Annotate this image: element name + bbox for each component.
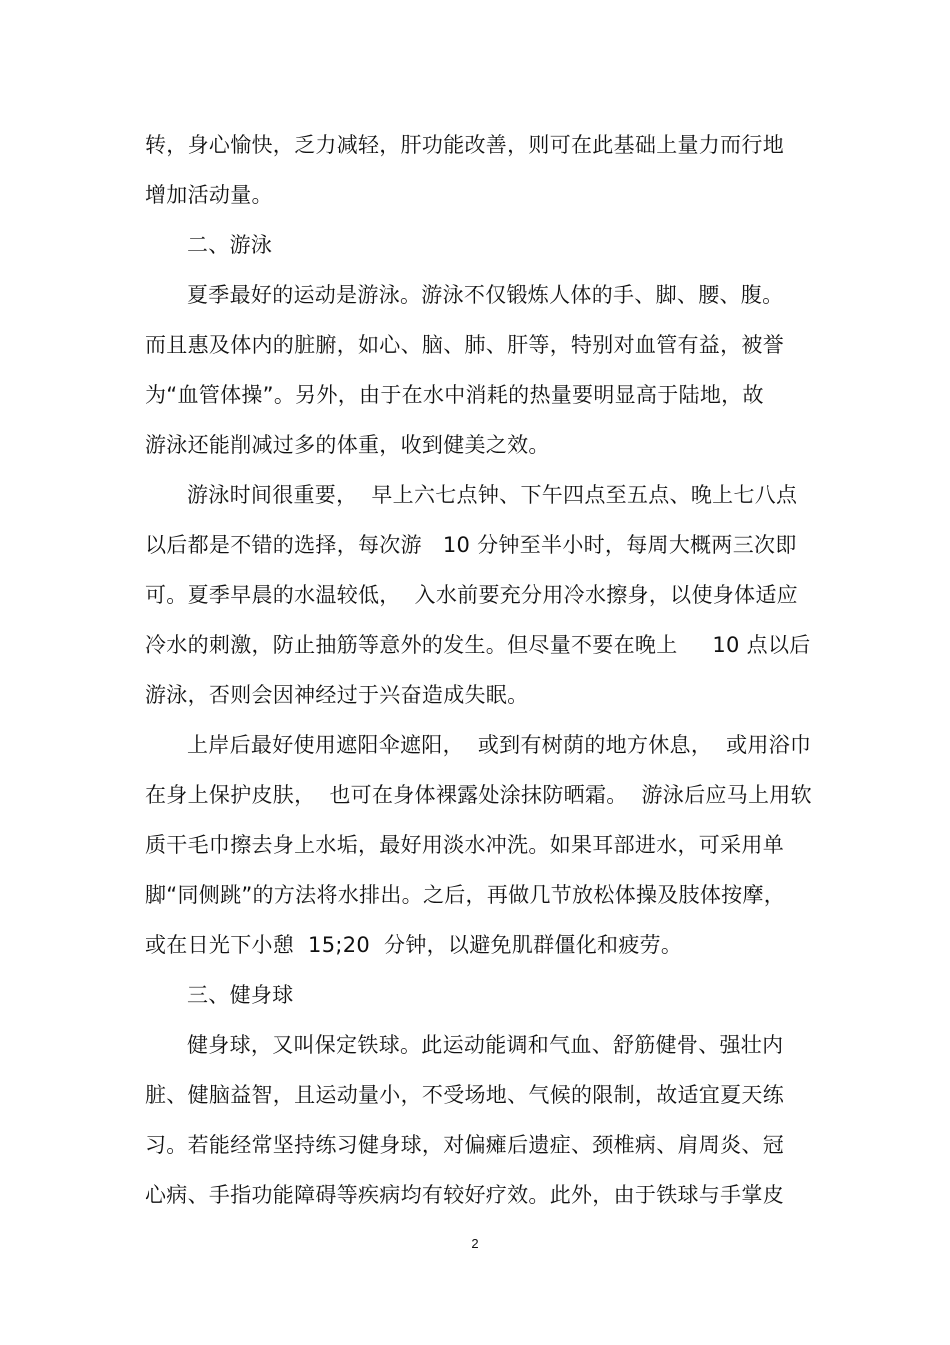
text-line: 脏、健脑益智，且运动量小，不受场地、气候的限制，故适宜夏天练 [145, 1083, 784, 1107]
text-line: 为“血管体操”。另外，由于在水中消耗的热量要明显高于陆地，故 [145, 383, 764, 407]
text-line: 质干毛巾擦去身上水垢，最好用淡水冲洗。如果耳部进水，可采用单 [145, 833, 784, 857]
text-line: 心病、手指功能障碍等疾病均有较好疗效。此外，由于铁球与手掌皮 [145, 1183, 784, 1207]
text-line: 游泳时间很重要， 早上六七点钟、下午四点至五点、晚上七八点 [187, 483, 798, 507]
text-line: 增加活动量。 [145, 183, 273, 207]
text-line: 习。若能经常坚持练习健身球，对偏瘫后遗症、颈椎病、肩周炎、冠 [145, 1133, 784, 1157]
text-line: 冷水的刺激，防止抽筋等意外的发生。但尽量不要在晚上 10 点以后 [145, 633, 811, 657]
page-number: 2 [471, 1236, 479, 1251]
text-line: 游泳，否则会因神经过于兴奋造成失眠。 [145, 683, 529, 707]
text-line: 在身上保护皮肤， 也可在身体裸露处涂抹防晒霜。 游泳后应马上用软 [145, 783, 812, 807]
text-line: 夏季最好的运动是游泳。游泳不仅锻炼人体的手、脚、腰、腹。 [187, 283, 784, 307]
text-line: 游泳还能削减过多的体重，收到健美之效。 [145, 433, 550, 457]
text-line: 转，身心愉快，乏力减轻，肝功能改善，则可在此基础上量力而行地 [145, 133, 784, 157]
text-line: 脚“同侧跳”的方法将水排出。之后，再做几节放松体操及肢体按摩， [145, 883, 786, 907]
text-line: 可。夏季早晨的水温较低， 入水前要充分用冷水擦身，以使身体适应 [145, 583, 798, 607]
section-heading-fitness-ball: 三、健身球 [187, 983, 294, 1007]
text-line: 而且惠及体内的脏腑，如心、脑、肺、肝等，特别对血管有益，被誉 [145, 333, 784, 357]
section-heading-swimming: 二、游泳 [187, 233, 273, 257]
text-line: 以后都是不错的选择，每次游 10 分钟至半小时，每周大概两三次即 [145, 533, 797, 557]
text-line: 上岸后最好使用遮阳伞遮阳， 或到有树荫的地方休息， 或用浴巾 [187, 733, 812, 757]
text-line: 或在日光下小憩 15;20 分钟，以避免肌群僵化和疲劳。 [145, 933, 683, 957]
text-line: 健身球，又叫保定铁球。此运动能调和气血、舒筋健骨、强壮内 [187, 1033, 784, 1057]
